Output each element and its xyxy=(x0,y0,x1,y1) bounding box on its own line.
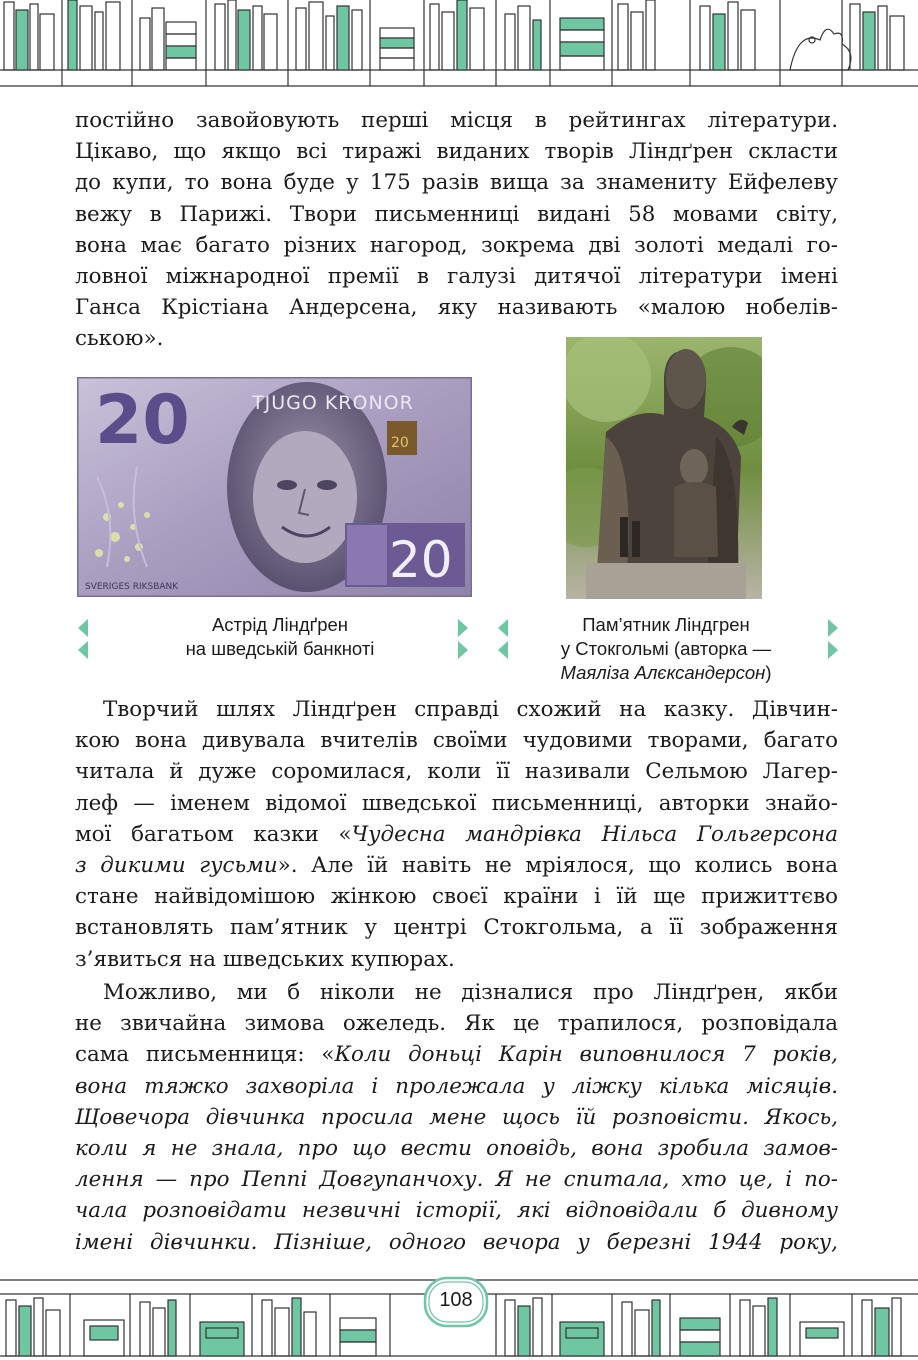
page-number: 108 xyxy=(439,1289,473,1311)
text-line: стане найвідомішою жінкою своєї країни і їй ще прижиттєво xyxy=(75,884,838,910)
banknote-caption xyxy=(130,613,430,661)
quote-italic: Коли доньці Карін виповнилося 7 років, xyxy=(334,1042,838,1068)
banknote-title: TJUGO KRONOR xyxy=(252,392,414,414)
paragraph-quote xyxy=(75,977,838,1258)
caption-line: у Стокгольмі (авторка — xyxy=(560,638,772,659)
caption-line: на шведській банкноті xyxy=(185,638,375,659)
paragraph-creative-path xyxy=(75,694,838,975)
quote-italic: імені дівчинки. Пізніше, одного вечора у березні 1944 року, xyxy=(75,1229,838,1255)
text-line: вона має багато різних нагород, зокрема дві золоті медалі го- xyxy=(75,232,838,258)
paragraph-intro xyxy=(75,105,838,355)
text-line: ською». xyxy=(75,326,164,352)
text-line xyxy=(75,1133,838,1164)
text-line xyxy=(75,1071,838,1102)
banknote-bank-name: SVERIGES RIKSBANK xyxy=(85,582,179,592)
text-line xyxy=(75,819,838,850)
text-line xyxy=(75,1195,838,1226)
text-line xyxy=(75,1039,838,1070)
caption-left-chevron-icon xyxy=(494,617,510,661)
monument-caption xyxy=(510,613,822,685)
quote-italic: вона тяжко захворіла і пролежала у ліжку кілька місяців. xyxy=(75,1073,838,1099)
text-line: вежу в Парижі. Твори письменниці видані 58 мовами світу, xyxy=(75,201,838,227)
book-title-italic: з дикими гусьми xyxy=(75,853,278,879)
banknote-denomination-top: 20 xyxy=(95,381,190,460)
text-line: леф — іменем відомої шведської письменниці, авторки знайо- xyxy=(75,790,838,816)
quote-italic: лення — про Пеппі Довгупанчоху. Я не спитала, хто це, і по- xyxy=(75,1167,838,1193)
text-line: ловної міжнародної премії в галузі дитячої літератури імені xyxy=(75,264,838,290)
quote-italic: Щовечора дівчинка просила мене щось їй розповісти. Якось, xyxy=(75,1104,838,1130)
text-line: встановлять пам’ятник у центрі Стокгольма, а її зображення xyxy=(75,915,838,941)
banknote-denomination-panel: 20 xyxy=(389,531,453,589)
caption-close-paren: ) xyxy=(765,662,772,683)
caption-left-chevron-icon xyxy=(74,617,90,661)
text-line: не звичайна зимова ожеледь. Як це трапилося, розповідала xyxy=(75,1011,838,1037)
text-line: Ганса Крістіана Андерсена, яку називають «малою нобелів- xyxy=(75,295,838,321)
caption-line: Пам’ятник Ліндгрен xyxy=(582,614,750,635)
quote-italic: коли я не знала, про що вести оповідь, вона зробила замов- xyxy=(75,1136,838,1162)
banknote-hologram-number: 20 xyxy=(391,435,409,451)
top-bookshelf-decoration xyxy=(0,0,918,92)
text-run: ». Але їй навіть не мріялося, що колись вона xyxy=(277,853,838,879)
quote-italic: чала розповідати незвичні історії, які відповідали б дивному xyxy=(75,1198,838,1224)
text-line xyxy=(75,850,838,881)
text-line xyxy=(75,1102,838,1133)
monument-photo xyxy=(566,337,762,599)
text-line: Творчий шлях Ліндґрен справді схожий на казку. Дівчин- xyxy=(103,697,838,722)
book-title-italic: Чудесна мандрівка Нільса Гольгерсона xyxy=(351,821,838,847)
caption-author: Маяліза Алєксандерсон xyxy=(560,662,766,683)
text-line: Цікаво, що якщо всі тиражі виданих творів Ліндґрен скласти xyxy=(75,139,838,165)
text-line: Можливо, ми б ніколи не дізналися про Ліндґрен, якби xyxy=(103,980,838,1005)
text-line: з’явиться на шведських купюрах. xyxy=(75,946,455,972)
text-run: мої багатьом казки « xyxy=(75,821,352,847)
caption-line: Астрід Ліндґрен xyxy=(211,614,349,635)
caption-line xyxy=(510,661,822,685)
text-run: сама письменниця: « xyxy=(75,1042,335,1068)
text-line: читала й дуже соромилася, коли її називали Сельмою Лагер- xyxy=(75,759,838,785)
caption-right-chevron-icon xyxy=(826,617,842,661)
text-line: постійно завойовують перші місця в рейтингах літератури. xyxy=(75,108,838,133)
text-line: до купи, то вона буде у 175 разів вища за знамениту Ейфелеву xyxy=(75,170,838,196)
text-line: кою вона дивувала вчителів своїми чудовими творами, багато xyxy=(75,728,838,754)
text-line xyxy=(75,1164,838,1195)
text-line xyxy=(75,1227,838,1258)
banknote-photo xyxy=(77,377,472,597)
caption-right-chevron-icon xyxy=(456,617,472,661)
